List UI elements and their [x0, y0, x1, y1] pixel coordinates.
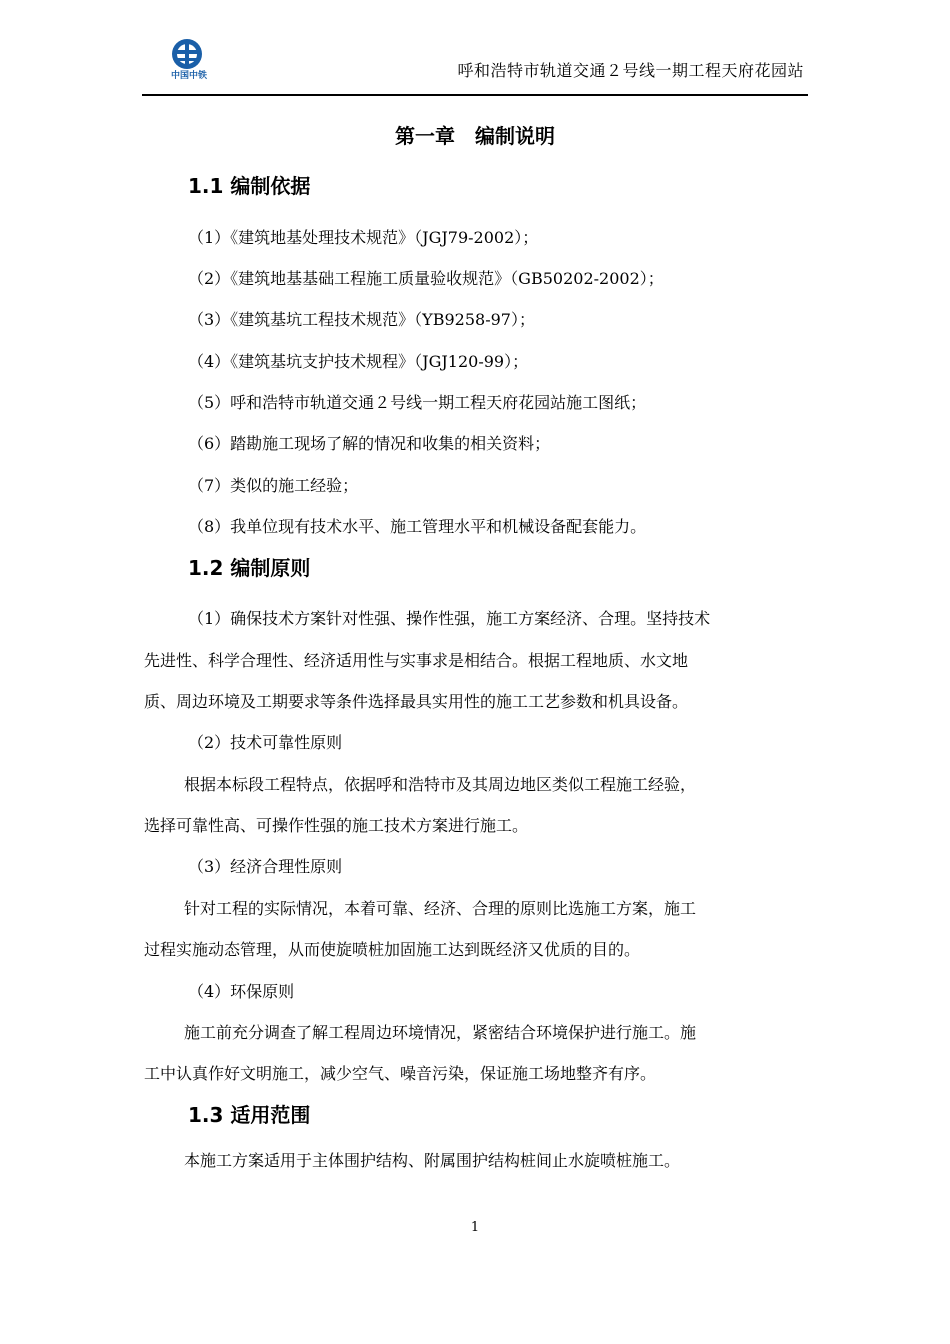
principle-1-line-1: （1）确保技术方案针对性强、操作性强，施工方案经济、合理。坚持技术: [188, 609, 711, 628]
basis-item-4: （4）《建筑基坑支护技术规程》（JGJ120-99）；: [188, 352, 529, 371]
principle-3-title: （3）经济合理性原则: [188, 857, 343, 876]
principle-2-line-2: 选择可靠性高、可操作性强的施工技术方案进行施工。: [144, 816, 529, 835]
basis-item-6: （6）踏勘施工现场了解的情况和收集的相关资料；: [188, 434, 551, 453]
principle-3-line-2: 过程实施动态管理，从而使旋喷桩加固施工达到既经济又优质的目的。: [144, 940, 641, 959]
principle-4-line-1: 施工前充分调查了解工程周边环境情况，紧密结合环境保护进行施工。施: [184, 1023, 697, 1042]
header-title: 呼和浩特市轨道交通２号线一期工程天府花园站: [457, 61, 804, 80]
basis-item-7: （7）类似的施工经验；: [188, 476, 359, 495]
principle-1-line-2: 先进性、科学合理性、经济适用性与实事求是相结合。根据工程地质、水文地: [144, 651, 689, 670]
scope-text: 本施工方案适用于主体围护结构、附属围护结构桩间止水旋喷桩施工。: [184, 1151, 681, 1170]
principle-2-line-1: 根据本标段工程特点，依据呼和浩特市及其周边地区类似工程施工经验，: [184, 775, 697, 794]
principle-4-title: （4）环保原则: [188, 982, 295, 1001]
logo-text: 中国中铁: [170, 71, 207, 81]
principle-4-line-2: 工中认真作好文明施工，减少空气、噪音污染，保证施工场地整齐有序。: [144, 1064, 657, 1083]
page-number: 1: [470, 1220, 480, 1235]
principle-2-title: （2）技术可靠性原则: [188, 733, 343, 752]
section-1-3-heading: 1.3 适用范围: [188, 1103, 311, 1127]
basis-item-5: （5）呼和浩特市轨道交通２号线一期工程天府花园站施工图纸；: [188, 393, 647, 412]
page-header: [142, 30, 808, 96]
section-1-1-heading: 1.1 编制依据: [188, 174, 311, 198]
section-1-2-heading: 1.2 编制原则: [188, 556, 311, 580]
basis-item-3: （3）《建筑基坑工程技术规范》（YB9258-97）；: [188, 310, 535, 329]
chapter-title: 第一章 编制说明: [395, 124, 555, 148]
basis-item-2: （2）《建筑地基基础工程施工质量验收规范》（GB50202-2002）；: [188, 269, 664, 288]
basis-item-8: （8）我单位现有技术水平、施工管理水平和机械设备配套能力。: [188, 517, 647, 536]
basis-item-1: （1）《建筑地基处理技术规范》（JGJ79-2002）；: [188, 228, 539, 247]
principle-1-line-3: 质、周边环境及工期要求等条件选择最具实用性的施工工艺参数和机具设备。: [144, 692, 689, 711]
principle-3-line-1: 针对工程的实际情况，本着可靠、经济、合理的原则比选施工方案，施工: [184, 899, 697, 918]
